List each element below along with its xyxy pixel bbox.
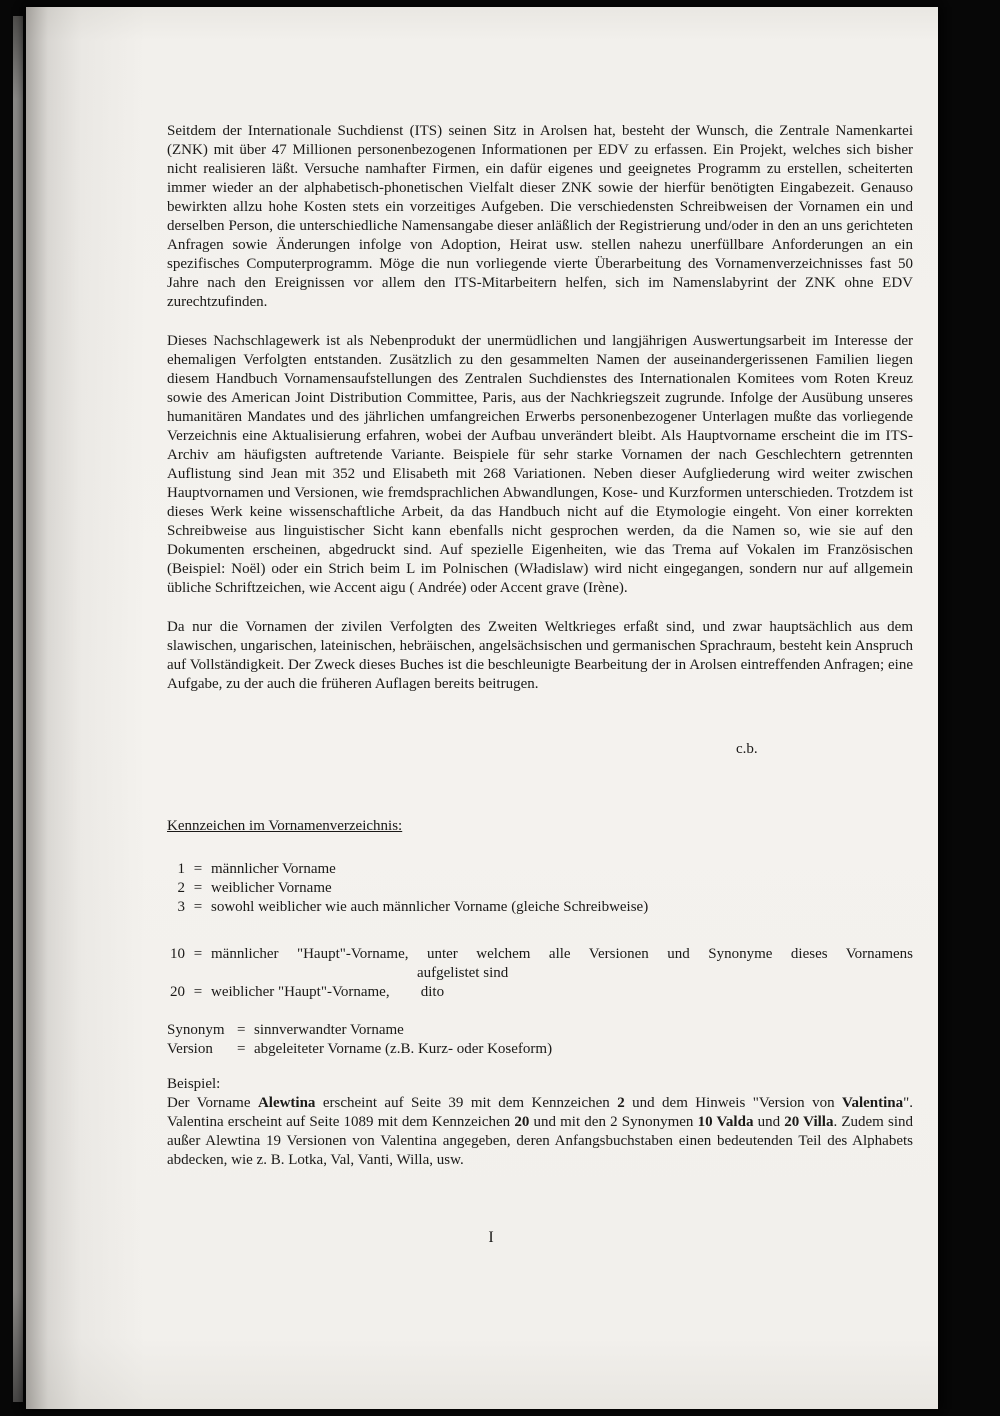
- legend-code-list: [167, 860, 913, 917]
- author-initials: c.b.: [736, 741, 758, 757]
- intro-paragraph-1: Seitdem der Internationale Suchdienst (ITS) seinen Sitz in Arolsen hat, besteht der Wunsch, die Zentrale Namenkartei (ZNK) mit über 47 Millionen personenbezogenen Informationen per EDV zu erfassen. Ein Projekt, welches sich bisher nicht realisieren läßt. Versuche namhafter Firmen, ein dafür eigenes und geeignetes Programm zu erstellen, scheiterten immer wieder an der alphabetisch-phonetischen Vielfalt dieser ZNK sowie der hierfür benötigten Eingabezeit. Genauso bewirkten allzu hohe Kosten stets ein vorzeitiges Aufgeben. Die verschiedensten Schreibweisen der Vornamen ein und derselben Person, die unterschiedliche Namensangabe dieser anläßlich der Registrierung und/oder in den an uns gerichteten Anfragen sowie Änderungen infolge von Adoption, Heirat usw. stellen nahezu unerfüllbare Anforderungen an ein spezifisches Computerprogramm. Möge die nun vorliegende vierte Überarbeitung des Vornamenverzeichnisses fast 50 Jahre nach den Ereignissen vor allem den ITS-Mitarbeitern helfen, sich im Namenslabyrint der ZNK ohne EDV zurechtzufinden.: [167, 123, 913, 310]
- legend-heading: Kennzeichen im Vornamenverzeichnis:: [167, 818, 403, 834]
- legend-text-line: männlicher "Haupt"-Vorname, unter welchem alle Versionen und Synonyme dieses Vornamens: [211, 946, 913, 962]
- example-heading: Beispiel:: [167, 1076, 221, 1092]
- legend-row-3: [167, 898, 913, 917]
- equals-sign: =: [193, 946, 203, 962]
- legend-row-20: [167, 983, 913, 1002]
- equals-sign: =: [237, 1022, 246, 1038]
- legend-text-continuation: aufgelistet sind: [417, 965, 509, 981]
- definition-term: Synonym: [167, 1022, 225, 1038]
- legend-row-2: [167, 879, 913, 898]
- intro-paragraph-2: Dieses Nachschlagewerk ist als Nebenprodukt der unermüdlichen und langjährigen Auswertungsarbeit im Interesse der ehemaligen Verfolgten entstanden. Zusätzlich zu den gesammelten Namen der auseinandergerissenen Familien liegen diesem Handbuch Vornamensaufstellungen des Zentralen Suchdienstes des Internationalen Komitees vom Roten Kreuz sowie des American Joint Distribution Committee, Paris, aus der Nachkriegszeit zugrunde. Infolge der Ausübung unseres humanitären Mandates und des jährlichen umfangreichen Erwerbs personenbezogener Unterlagen mußte das vorliegende Verzeichnis eine Aktualisierung erfahren, wobei der Aufbau unverändert bleibt. Als Hauptvorname erscheint die im ITS-Archiv am häufigsten auftretende Variante. Beispiele für sehr starke Vornamen der nach Geschlechtern getrennten Auflistung sind Jean mit 352 und Elisabeth mit 268 Variationen. Neben dieser Aufgliederung wird weiter zwischen Hauptvornamen und Versionen, wie fremdsprachlichen Abwandlungen, Kose- und Kurzformen unterschieden. Trotzdem ist dieses Werk keine wissenschaftliche Arbeit, da das Handbuch nicht auf die Etymologie eingeht. Von einer korrekten Schreibweise aus linguistischer Sicht kann ebenfalls nicht gesprochen werden, da die Namen so, wie sie auf den Dokumenten erscheinen, abgedruckt sind. Auf spezielle Eigenheiten, wie das Trema auf Vokalen im Französischen (Beispiel: Noël) oder ein Strich beim L im Polnischen (Władislaw) wird nicht eingegangen, sondern nur auf allgemein übliche Schriftzeichen, wie Accent aigu ( Andrée) oder Accent grave (Irène).: [167, 333, 913, 596]
- equals-sign: =: [193, 984, 203, 1000]
- equals-sign: =: [193, 899, 203, 915]
- definition-text: abgeleiteter Vorname (z.B. Kurz- oder Koseform): [254, 1041, 553, 1057]
- legend-haupt-list: [167, 945, 913, 1002]
- legend-text: weiblicher Vorname: [211, 880, 332, 896]
- legend-code: 1: [177, 861, 185, 877]
- legend-text-dito: dito: [420, 984, 445, 1000]
- legend-text-line: weiblicher "Haupt"-Vorname,: [211, 984, 390, 1000]
- definition-text: sinnverwandter Vorname: [254, 1022, 404, 1038]
- legend-code: 10: [170, 946, 185, 962]
- legend-text: [211, 945, 913, 983]
- legend-code: 2: [177, 880, 185, 896]
- scanned-document-page: [26, 7, 938, 1409]
- equals-sign: =: [237, 1041, 246, 1057]
- legend-text: [211, 983, 913, 1002]
- page-number: I: [488, 1229, 494, 1246]
- definition-row-synonym: [167, 1021, 913, 1040]
- definition-row-version: [167, 1040, 913, 1059]
- equals-sign: =: [193, 861, 203, 877]
- legend-text: sowohl weiblicher wie auch männlicher Vorname (gleiche Schreibweise): [211, 899, 649, 915]
- example-paragraph: Der Vorname Alewtina erscheint auf Seite 39 mit dem Kennzeichen 2 und dem Hinweis "Version von Valentina". Valentina erscheint auf Seite 1089 mit dem Kennzeichen 20 und mit den 2 Synonymen 10 Valda und 20 Villa. Zudem sind außer Alewtina 19 Versionen von Valentina angegeben, deren Anfangsbuchstaben einen bedeutenden Teil des Alphabets abdecken, wie z. B. Lotka, Val, Vanti, Willa, usw.: [167, 1095, 914, 1168]
- legend-text: männlicher Vorname: [211, 861, 336, 877]
- text-block: [167, 122, 913, 1247]
- legend-code: 20: [170, 984, 185, 1000]
- intro-paragraph-3: Da nur die Vornamen der zivilen Verfolgten des Zweiten Weltkrieges erfaßt sind, und zwar hauptsächlich aus dem slawischen, ungarischen, lateinischen, hebräischen, angelsächsischen und germanischen Sprachraum, besteht kein Anspruch auf Vollständigkeit. Der Zweck dieses Buches ist die beschleunigte Bearbeitung der in Arolsen eintreffenden Anfragen; eine Aufgabe, zu der auch die früheren Auflagen bereits beitrugen.: [167, 619, 913, 692]
- legend-definitions: [167, 1021, 913, 1059]
- equals-sign: =: [193, 880, 203, 896]
- book-page-edges: [13, 16, 23, 1402]
- legend-code: 3: [177, 899, 185, 915]
- legend-row-10: [167, 945, 913, 983]
- definition-term: Version: [167, 1041, 213, 1057]
- legend-row-1: [167, 860, 913, 879]
